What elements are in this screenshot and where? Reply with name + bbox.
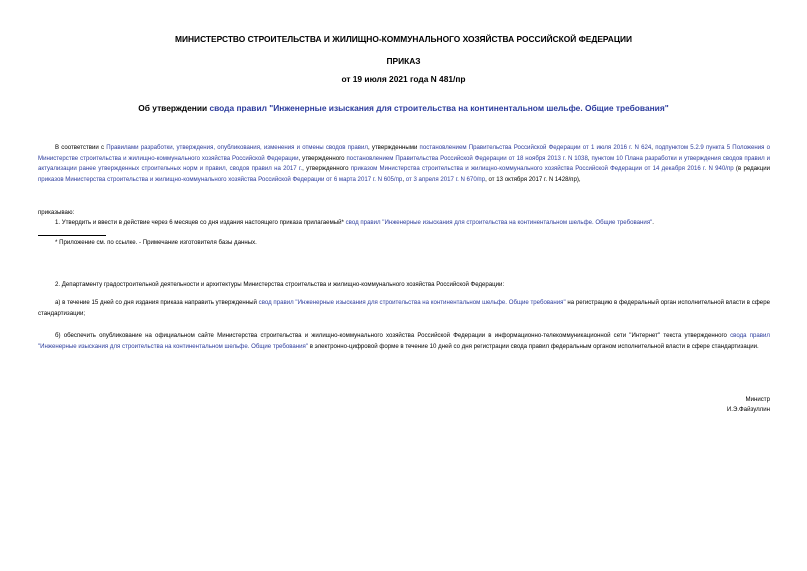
item-text: б) обеспечить опубликование на официальном сайте Министерства строительства и жилищно-коммунального хозяйства Российской Федерации в информационно-телекоммуникационной сети "Интернет" текста утвержденного xyxy=(55,332,731,339)
preamble-text: , утвержденного xyxy=(302,165,351,172)
link-rules-development[interactable]: Правилами разработки, утверждения, опубликования, изменения и отмены сводов правил xyxy=(106,144,368,151)
preamble-paragraph xyxy=(38,143,770,185)
link-code-of-rules[interactable]: свод правил "Инженерные изыскания для строительства на континентальном шельфе. Общие требования" xyxy=(345,219,653,226)
link-plan-2017[interactable]: пунктом 10 Плана разработки и утверждения сводов правил и актуализации ранее утвержденных строительных норм и правил, сводов правил на 2017 г. xyxy=(38,154,770,172)
order-item-2: 2. Департаменту градостроительной деятельности и архитектуры Министерства строительства и жилищно-коммунального хозяйства Российской Федерации: xyxy=(55,281,505,288)
link-resolution-624[interactable]: постановлением Правительства Российской Федерации от 1 июля 2016 г. N 624 xyxy=(419,144,652,151)
link-code-of-rules[interactable]: свода правил "Инженерные изыскания для строительства на континентальном шельфе. Общие требования" xyxy=(38,332,770,350)
order-item-2b xyxy=(38,331,770,352)
item-text: 1. Утвердить и ввести в действие через 6 месяцев со дня издания настоящего приказа прилагаемый* xyxy=(55,219,346,226)
preamble-text: , xyxy=(651,144,656,151)
document-type: ПРИКАЗ xyxy=(386,56,421,66)
document-subject xyxy=(0,103,807,114)
preamble-text: (в редакции xyxy=(733,165,770,172)
link-order-605[interactable]: приказов Министерства строительства и жилищно-коммунального хозяйства Российской Федерации от 6 марта 2017 г. N 605/пр xyxy=(38,175,403,183)
order-item-1 xyxy=(38,218,770,229)
footnote: * Приложение см. по ссылке. - Примечание изготовителя базы данных. xyxy=(55,239,257,246)
document-date-number: от 19 июля 2021 года N 481/пр xyxy=(341,74,466,84)
link-ministry-regulation[interactable]: подпунктом 5.2.9 пункта 5 Положения о Министерстве строительства и жилищно-коммунального хозяйства Российской Федерации xyxy=(38,144,771,162)
signature-position: Министр xyxy=(745,396,770,403)
preamble-text: В соответствии с xyxy=(55,144,107,151)
item-text: . xyxy=(652,219,654,226)
preamble-text: , от 13 октября 2017 г. N 1428/пр), xyxy=(485,175,581,183)
preamble-text: , утвержденными xyxy=(367,144,420,151)
ordered-line: приказываю: xyxy=(38,209,75,216)
preamble-text: , утвержденного xyxy=(298,154,347,162)
ministry-title: МИНИСТЕРСТВО СТРОИТЕЛЬСТВА И ЖИЛИЩНО-КОММУНАЛЬНОГО ХОЗЯЙСТВА РОССИЙСКОЙ ФЕДЕРАЦИИ xyxy=(175,34,632,44)
item-text: в электронно-цифровой форме в течение 10 дней со дня регистрации свода правил федеральным органом исполнительной власти в сфере стандартизации. xyxy=(308,342,759,350)
link-order-940[interactable]: приказом Министерства строительства и жилищно-коммунального хозяйства Российской Федерации от 14 декабря 2016 г. N 940/пр xyxy=(350,165,734,172)
preamble-text: , xyxy=(402,175,406,183)
link-code-of-rules[interactable]: свод правил "Инженерные изыскания для строительства на континентальном шельфе. Общие требования" xyxy=(258,299,566,306)
footnote-divider xyxy=(38,235,106,236)
item-text: на регистрацию в федеральный орган исполнительной власти в сфере стандартизации; xyxy=(38,299,770,317)
item-text: а) в течение 15 дней со дня издания приказа направить утвержденный xyxy=(55,299,259,306)
preamble-text: , xyxy=(587,154,592,162)
link-resolution-1038[interactable]: постановлением Правительства Российской Федерации от 18 ноября 2013 г. N 1038 xyxy=(346,154,588,162)
subject-link[interactable]: свода правил "Инженерные изыскания для строительства на континентальном шельфе. Общие требования" xyxy=(209,103,669,113)
link-order-670[interactable]: от 3 апреля 2017 г. N 670/пр xyxy=(405,175,486,183)
subject-prefix: Об утверждении xyxy=(138,103,210,113)
signature-name: И.Э.Файзуллин xyxy=(726,406,770,413)
order-item-2a xyxy=(38,298,770,319)
